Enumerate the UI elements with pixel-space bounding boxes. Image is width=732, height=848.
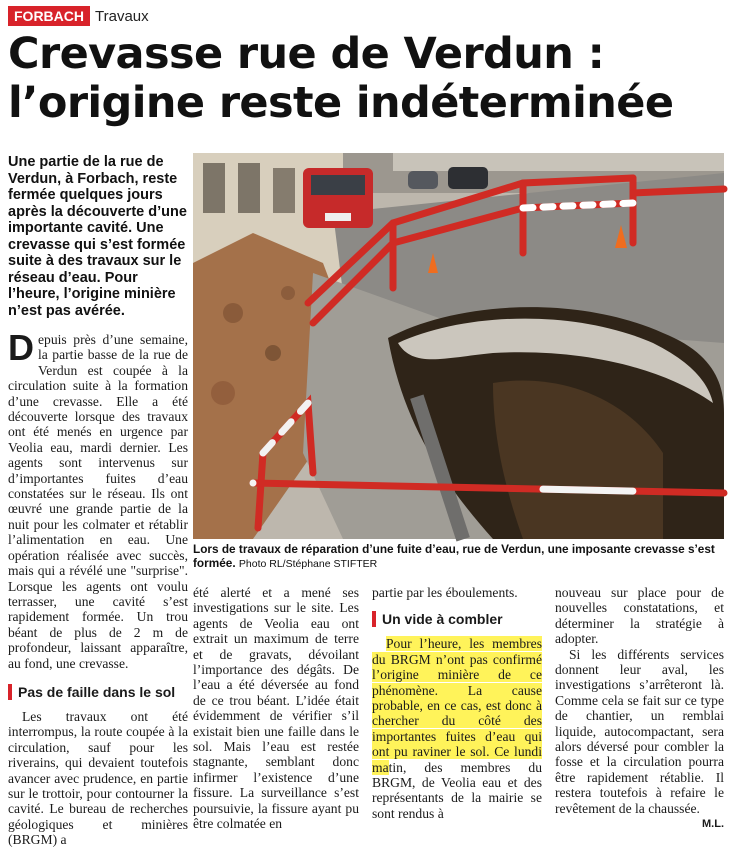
article-lead: Une partie de la rue de Verdun, à Forbach, reste fermée quelques jours après la découverte d’une importante cavité. Une crevasse qui s’est formée suite à des travaux sur le réseau d’eau. Pour l’heure, l’origine minière n’est pas avérée. bbox=[8, 154, 187, 319]
paragraph-investigations: été alerté et a mené ses investigations sur le site. Les agents de Veolia eau ont extrait un maximum de terre et de gravats, dévoilant l’importance des dégâts. De l’eau a été déversée au fond de ce trou béant. L’idée était évidemment de vérifier s’il existait bien une faille dans le sol. Mais l’eau est restée stagnante, semblant donc infirmer l’existence d’une fissure. La surveillance s’est poursuivie, la fissure ayant pu être colmatée en bbox=[193, 585, 359, 832]
subheading-faille: Pas de faille dans le sol bbox=[8, 683, 188, 701]
paragraph-services: Si les différents services donnent leur aval, les investigations s’arrêteront là. Comme cela se fait sur ce type de chantier, un remblai liquide, autocompactant, sera alors déversé pour combler la fosse et la circulation pourra être rapidement rétablie. Il restera toutefois à refaire le revêtement de la chaussée. bbox=[555, 646, 724, 816]
photo-caption: Lors de travaux de réparation d’une fuite d’eau, rue de Verdun, une imposante crevasse s’est formée. Photo RL/Stéphane STIFTER bbox=[193, 542, 715, 570]
author-signature: M.L. bbox=[702, 818, 724, 831]
subheading-vide: Un vide à combler bbox=[372, 610, 542, 628]
headline-line-1: Crevasse rue de Verdun : bbox=[8, 29, 605, 79]
location-tag: FORBACH bbox=[8, 6, 90, 26]
article-column-4 bbox=[555, 585, 724, 833]
rubric-label: Travaux bbox=[95, 7, 149, 25]
article-column-2 bbox=[193, 585, 359, 832]
subheading-bar bbox=[8, 684, 12, 700]
paragraph-eboulements: partie par les éboulements. bbox=[372, 585, 518, 600]
crevasse-photo bbox=[193, 153, 724, 539]
article-photo bbox=[193, 153, 724, 539]
paragraph-brgm: Pour l’heure, les membres du BRGM n’ont pas confirmé l’origine minière de ce phénomène. La cause probable, en ce cas, est donc à chercher du côté des importantes fuites d’eau qui ont pu raviner le sol. Ce lundi matin, des membres du BRGM, de Veolia eau et des représentants de la mairie se sont rendus à bbox=[372, 636, 542, 821]
headline-line-2: l’origine reste indéterminée bbox=[8, 78, 674, 128]
photo-credit: Photo RL/Stéphane STIFTER bbox=[238, 558, 378, 570]
paragraph-travaux: Les travaux ont été interrompus, la route coupée à la circulation, sauf pour les riverains, qui devaient toutefois avancer avec prudence, en partie sur le trottoir, pour contourner la cavité. Le bureau de recherches géologiques et minières (BRGM) a bbox=[8, 708, 188, 848]
paragraph-nouveau: nouveau sur place pour de nouvelles constatations, et déterminer la stratégie à adopter. bbox=[555, 585, 724, 647]
section-kicker bbox=[8, 6, 149, 26]
paragraph-intro: Depuis près d’une semaine, la partie basse de la rue de Verdun est coupée à la circulation suite à la formation d’une crevasse. Elle a été découverte lorsque des travaux ont été menés en urgence par Veolia eau, mardi dernier. Les agents sont intervenus sur d’importantes fuites d’eau constatées sur le réseau. Ils ont œuvré une grande partie de la nuit pour les colmater et rétablir l’alimentation en eau. Une opération réalisée avec succès, mais qui a révélé une "surprise". Lorsque les agents ont voulu terrasser, une cavité s’est rapidement formée. Un trou béant de plus de 2 m de profondeur, laissant apparaître, au fond, une crevasse. bbox=[8, 327, 188, 671]
article-headline bbox=[8, 30, 724, 128]
drop-cap: D bbox=[8, 327, 34, 368]
highlighted-text: Pour l’heure, les membres du BRGM n’ont pas confirmé l’origine minière de ce phénomène. La cause probable, en ce cas, est donc à chercher du côté des importantes fuites d’eau qui ont pu raviner le sol. Ce lundi ma bbox=[372, 636, 542, 775]
subheading-bar bbox=[372, 611, 376, 627]
article-column-3 bbox=[372, 585, 542, 821]
article-column-1 bbox=[8, 327, 188, 848]
